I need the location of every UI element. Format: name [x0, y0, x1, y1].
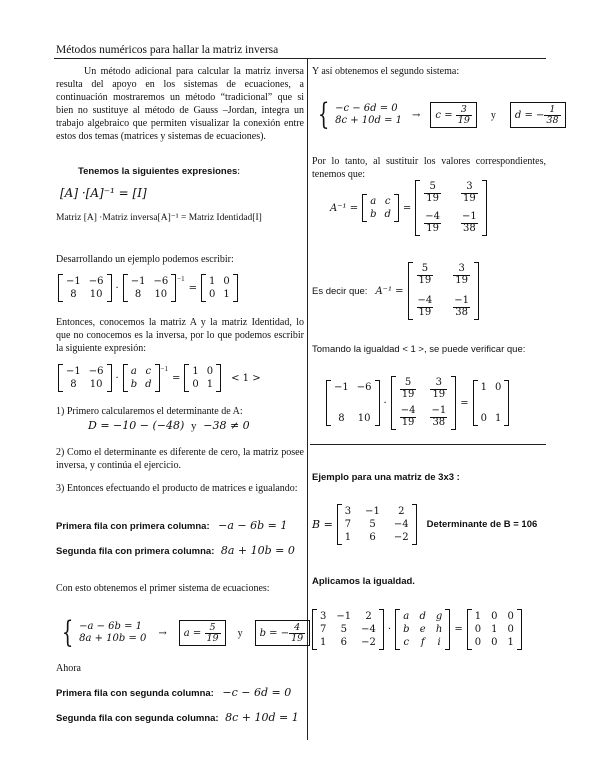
step-1: 1) Primero calcularemos el determinante de A:: [56, 406, 243, 417]
identity-equation: [A] ·[A]⁻¹ = [I]: [60, 186, 147, 200]
row1-col2: Primera fila con segunda columna: −c − 6d = 0: [56, 686, 292, 699]
matrix-b: 3 −1 2 7 5 −4 1 6 −2: [337, 504, 417, 545]
example-3x3-title: Ejemplo para una matriz de 3x3 :: [312, 472, 460, 483]
system-2-solution: { −c − 6d = 0 8c + 10d = 1 → c = $\frac{3}{19}$ y d = − $\frac{1}{38}$: [314, 100, 566, 130]
intro-paragraph: Un método adicional para calcular la matriz inversa resulta del apoyo en los sistemas de ecuaciones, a continuación mostraremos un método “tradicional” que si bien no sustituye al método de Gauss –Jordan, integra un trabajo algebraico que permiten visualizar la conexión entre estos dos temas (matrices y sistemas de ecuaciones).: [56, 66, 304, 142]
equation-label: < 1 >: [231, 372, 261, 384]
ahora: Ahora: [56, 663, 81, 674]
verification-equation: −1 −6 8 10 · $\frac{5}{19}$ $\frac{3}{19}$ $\frac{-4}{19}$ $\frac{-1}{38}$ = 1 0 0 1: [326, 376, 509, 430]
example-intro: Desarrollando un ejemplo podemos escribir:: [56, 254, 234, 265]
page-header: Métodos numéricos para hallar la matriz inversa: [56, 44, 279, 56]
step-2: 2) Como el determinante es diferente de cero, la matriz posee inversa, y continúa el ejercicio.: [56, 447, 304, 471]
solution-d: d = − $\frac{1}{38}$: [510, 102, 566, 129]
determinant-line: D = −10 − (−48) y −38 ≠ 0: [88, 419, 250, 432]
matrix-identity: 1 0 0 1: [201, 274, 238, 302]
matrix-a: −1 −6 8 10: [58, 274, 112, 302]
apply-text: Aplicamos la igualdad.: [312, 576, 415, 587]
unknown-matrix-3x3: a d g b e h c f i: [395, 609, 450, 650]
matrix-b-row: B = 3 −1 2 7 5 −4 1 6 −2 Determinante de B = 106: [312, 506, 538, 543]
equation-3x3: 3 −1 2 7 5 −4 1 6 −2 · a d g b e h c f i = 1 0 0 0 1 0 0 0 1: [312, 609, 522, 650]
solution-b: b = − $\frac{4}{19}$: [255, 620, 311, 647]
solution-a: a = $\frac{5}{19}$: [179, 620, 226, 647]
inverse-substitution: A⁻¹ = a c b d = $\frac{5}{19}$ $\frac{3}{19}$ $\frac{-4}{19}$ $\frac{-1}{38}$: [330, 180, 487, 236]
row2-col2: Segunda fila con segunda columna: 8c + 10d = 1: [56, 711, 299, 724]
header-rule: [54, 58, 546, 59]
section-divider: [310, 444, 546, 445]
inverse-fraction-matrix: $\frac{5}{19}$ $\frac{3}{19}$ $\frac{-4}{19}$ $\frac{-1}{38}$: [415, 180, 487, 236]
inverse-result: Es decir que: A⁻¹ = $\frac{5}{19}$ $\frac{3}{19}$ $\frac{-4}{19}$ $\frac{-1}{38}$: [312, 262, 479, 320]
unknown-matrix: a c b d: [123, 364, 160, 392]
identity-3x3: 1 0 0 0 1 0 0 0 1: [467, 609, 522, 650]
example-equation: −1 −6 8 10 · −1 −6 8 10 −1 = 1 0 0 1: [58, 274, 238, 302]
verify-text: Tomando la igualdad < 1 >, se puede verificar que:: [312, 344, 526, 355]
substitute-paragraph: Por lo tanto, al sustituir los valores correspondientes, tenemos que:: [312, 156, 546, 180]
identity-words: Matriz [A] ·Matriz inversa[A]⁻¹ = Matriz Identidad[I]: [56, 213, 262, 223]
system-1-solution: { −a − 6b = 1 8a + 10b = 0 → a = $\frac{5}{19}$ y b = − $\frac{4}{19}$: [58, 618, 310, 648]
expressions-heading: Tenemos la siguientes expresiones:: [78, 166, 241, 177]
system2-intro: Y así obtenemos el segundo sistema:: [312, 66, 460, 77]
equation-1: −1 −6 8 10 · a c b d −1 = 1 0 0 1 < 1 >: [58, 364, 265, 392]
row1-col1: Primera fila con primera columna: −a − 6b = 1: [56, 519, 288, 532]
solution-c: c = $\frac{3}{19}$: [430, 102, 476, 129]
determinant-b: Determinante de B = 106: [426, 519, 538, 530]
system1-intro: Con esto obtenemos el primer sistema de ecuaciones:: [56, 583, 270, 594]
matrix-a-copy: −1 −6 8 10: [123, 274, 177, 302]
row2-col1: Segunda fila con primera columna: 8a + 10b = 0: [56, 544, 295, 557]
step-3: 3) Entonces efectuando el producto de matrices e igualando:: [56, 483, 298, 494]
known-paragraph: Entonces, conocemos la matriz A y la matriz Identidad, lo que no conocemos es la inversa, por lo que podemos escribir la siguiente expresión:: [56, 317, 304, 354]
